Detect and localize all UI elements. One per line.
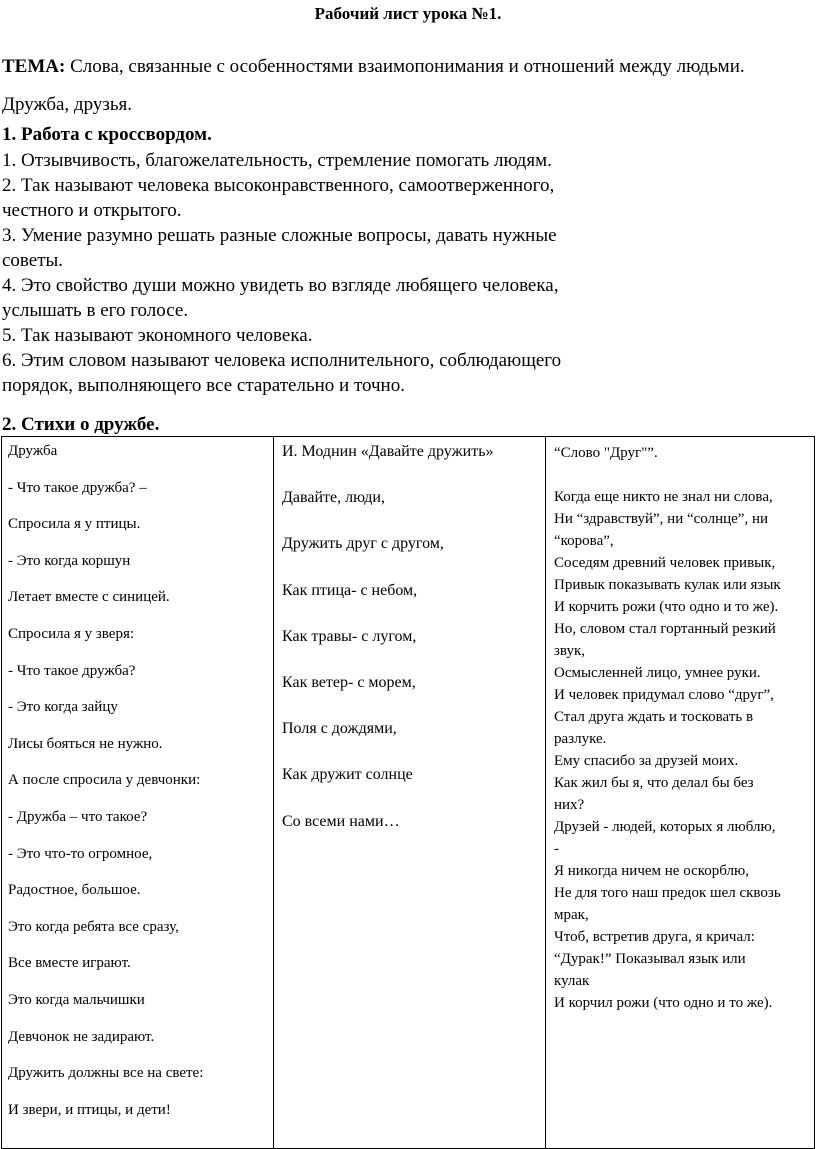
poems-heading: 2. Стихи о дружбе.: [2, 414, 160, 435]
poem-line: - Это когда коршун: [8, 552, 131, 569]
poem-line: разлуке.: [554, 731, 607, 747]
poem-line: - Это когда зайцу: [8, 699, 118, 716]
poem-line: Соседям древний человек привык,: [554, 555, 776, 571]
poem-line: “Дурак!” Показывал язык или: [554, 951, 746, 967]
poem-line: Со всеми нами…: [282, 812, 400, 830]
poem-line: мрак,: [554, 907, 589, 923]
crossword-item: 1. Отзывчивость, благожелательность, стремление помогать людям.: [2, 150, 552, 171]
poem-line: Спросила я у зверя:: [8, 625, 135, 642]
poem-line: Чтоб, встретив друга, я кричал:: [554, 929, 755, 945]
poem-line: Ему спасибо за друзей моих.: [554, 753, 739, 769]
poem-line: Я никогда ничем не оскорблю,: [554, 863, 749, 879]
poem-line: звук,: [554, 643, 586, 659]
poem-line: Стал друга ждать и тосковать в: [554, 709, 754, 725]
crossword-section: [2, 122, 662, 398]
poem-line: Дружить друг с другом,: [282, 535, 444, 553]
crossword-item: услышать в его голосе.: [2, 300, 189, 321]
poem-line: И звери, и птицы, и дети!: [8, 1101, 171, 1118]
poem-line: Как ветер- с морем,: [282, 673, 416, 691]
crossword-item: 2. Так называют человека высоконравственного, самоотверженного,: [2, 175, 555, 196]
poem-line: И. Моднин «Давайте дружить»: [282, 443, 494, 460]
topic-text: Слова, связанные с особенностями взаимопонимания и отношений между людьми. Дружба, друзья.: [2, 56, 745, 115]
poem-line: Привык показывать кулак или язык: [554, 577, 781, 593]
poem-line: Как травы- с лугом,: [282, 627, 417, 645]
poem-word-friend: [546, 437, 814, 1148]
poem-line: И корчить рожи (что одно и то же).: [554, 599, 779, 615]
poem-line: Спросила я у птицы.: [8, 516, 141, 533]
crossword-heading: 1. Работа с кроссвордом.: [2, 124, 212, 145]
poem-body: [554, 486, 814, 1014]
poem-line: Радостное, большое.: [8, 882, 141, 899]
poem-line: Друзей - людей, которых я люблю,: [554, 819, 776, 835]
poem-line: Поля с дождями,: [282, 720, 397, 738]
poem-title: “Слово "Друг"”.: [554, 445, 658, 461]
poem-line: И человек придумал слово “друг”,: [554, 687, 774, 703]
poem-line: - Дружба – что такое?: [8, 808, 148, 825]
poem-line: - Это что-то огромное,: [8, 845, 153, 862]
poem-line: Давайте, люди,: [282, 489, 385, 507]
poem-friendship: [2, 437, 274, 1148]
crossword-item: 3. Умение разумно решать разные сложные вопросы, давать нужные: [2, 225, 557, 246]
poem-line: Девчонок не задирают.: [8, 1028, 155, 1045]
poem-line: Это когда мальчишки: [8, 991, 145, 1008]
crossword-item: честного и открытого.: [2, 200, 182, 221]
poem-line: А после спросила у девчонки:: [8, 772, 201, 789]
crossword-item: порядок, выполняющего все старательно и точно.: [2, 375, 405, 396]
crossword-items: [2, 148, 662, 398]
poem-line: Не для того наш предок шел сквозь: [554, 885, 781, 901]
poem-line: Все вместе играют.: [8, 955, 131, 972]
page-title: Рабочий лист урока №1.: [314, 4, 502, 23]
crossword-item: 5. Так называют экономного человека.: [2, 325, 313, 346]
poems-table: [1, 436, 815, 1149]
poem-line: “корова”,: [554, 533, 614, 549]
spacer: [554, 464, 814, 486]
crossword-item: 4. Это свойство души можно увидеть во взгляде любящего человека,: [2, 275, 559, 296]
poem-line: Осмысленней лицо, умнее руки.: [554, 665, 761, 681]
poem-line: кулак: [554, 973, 590, 989]
poem-line: них?: [554, 797, 585, 813]
poem-modnin: [274, 437, 546, 1148]
poem-line: Лисы бояться не нужно.: [8, 735, 163, 752]
poem-line: - Что такое дружба?: [8, 662, 136, 679]
poem-line: -: [554, 841, 559, 857]
poem-line: Как дружит солнце: [282, 766, 413, 784]
poem-line: Когда еще никто не знал ни слова,: [554, 489, 773, 505]
crossword-item: советы.: [2, 250, 64, 271]
poem-line: Как жил бы я, что делал бы без: [554, 775, 754, 791]
poem-line: Как птица- с небом,: [282, 581, 418, 599]
topic: [2, 48, 792, 124]
poem-line: Дружить должны все на свете:: [8, 1065, 204, 1082]
topic-label: ТЕМА:: [2, 56, 66, 77]
crossword-item: 6. Этим словом называют человека исполнительного, соблюдающего: [2, 350, 562, 371]
poem-line: Но, словом стал гортанный резкий: [554, 621, 776, 637]
poem-line: - Что такое дружба? –: [8, 479, 147, 496]
poem-line: Летает вместе с синицей.: [8, 589, 170, 606]
poem-line: И корчил рожи (что одно и то же).: [554, 995, 773, 1011]
poem-line: Дружба: [8, 443, 58, 459]
poem-line: Ни “здравствуй”, ни “солнце”, ни: [554, 511, 769, 527]
poem-line: Это когда ребята все сразу,: [8, 918, 179, 935]
